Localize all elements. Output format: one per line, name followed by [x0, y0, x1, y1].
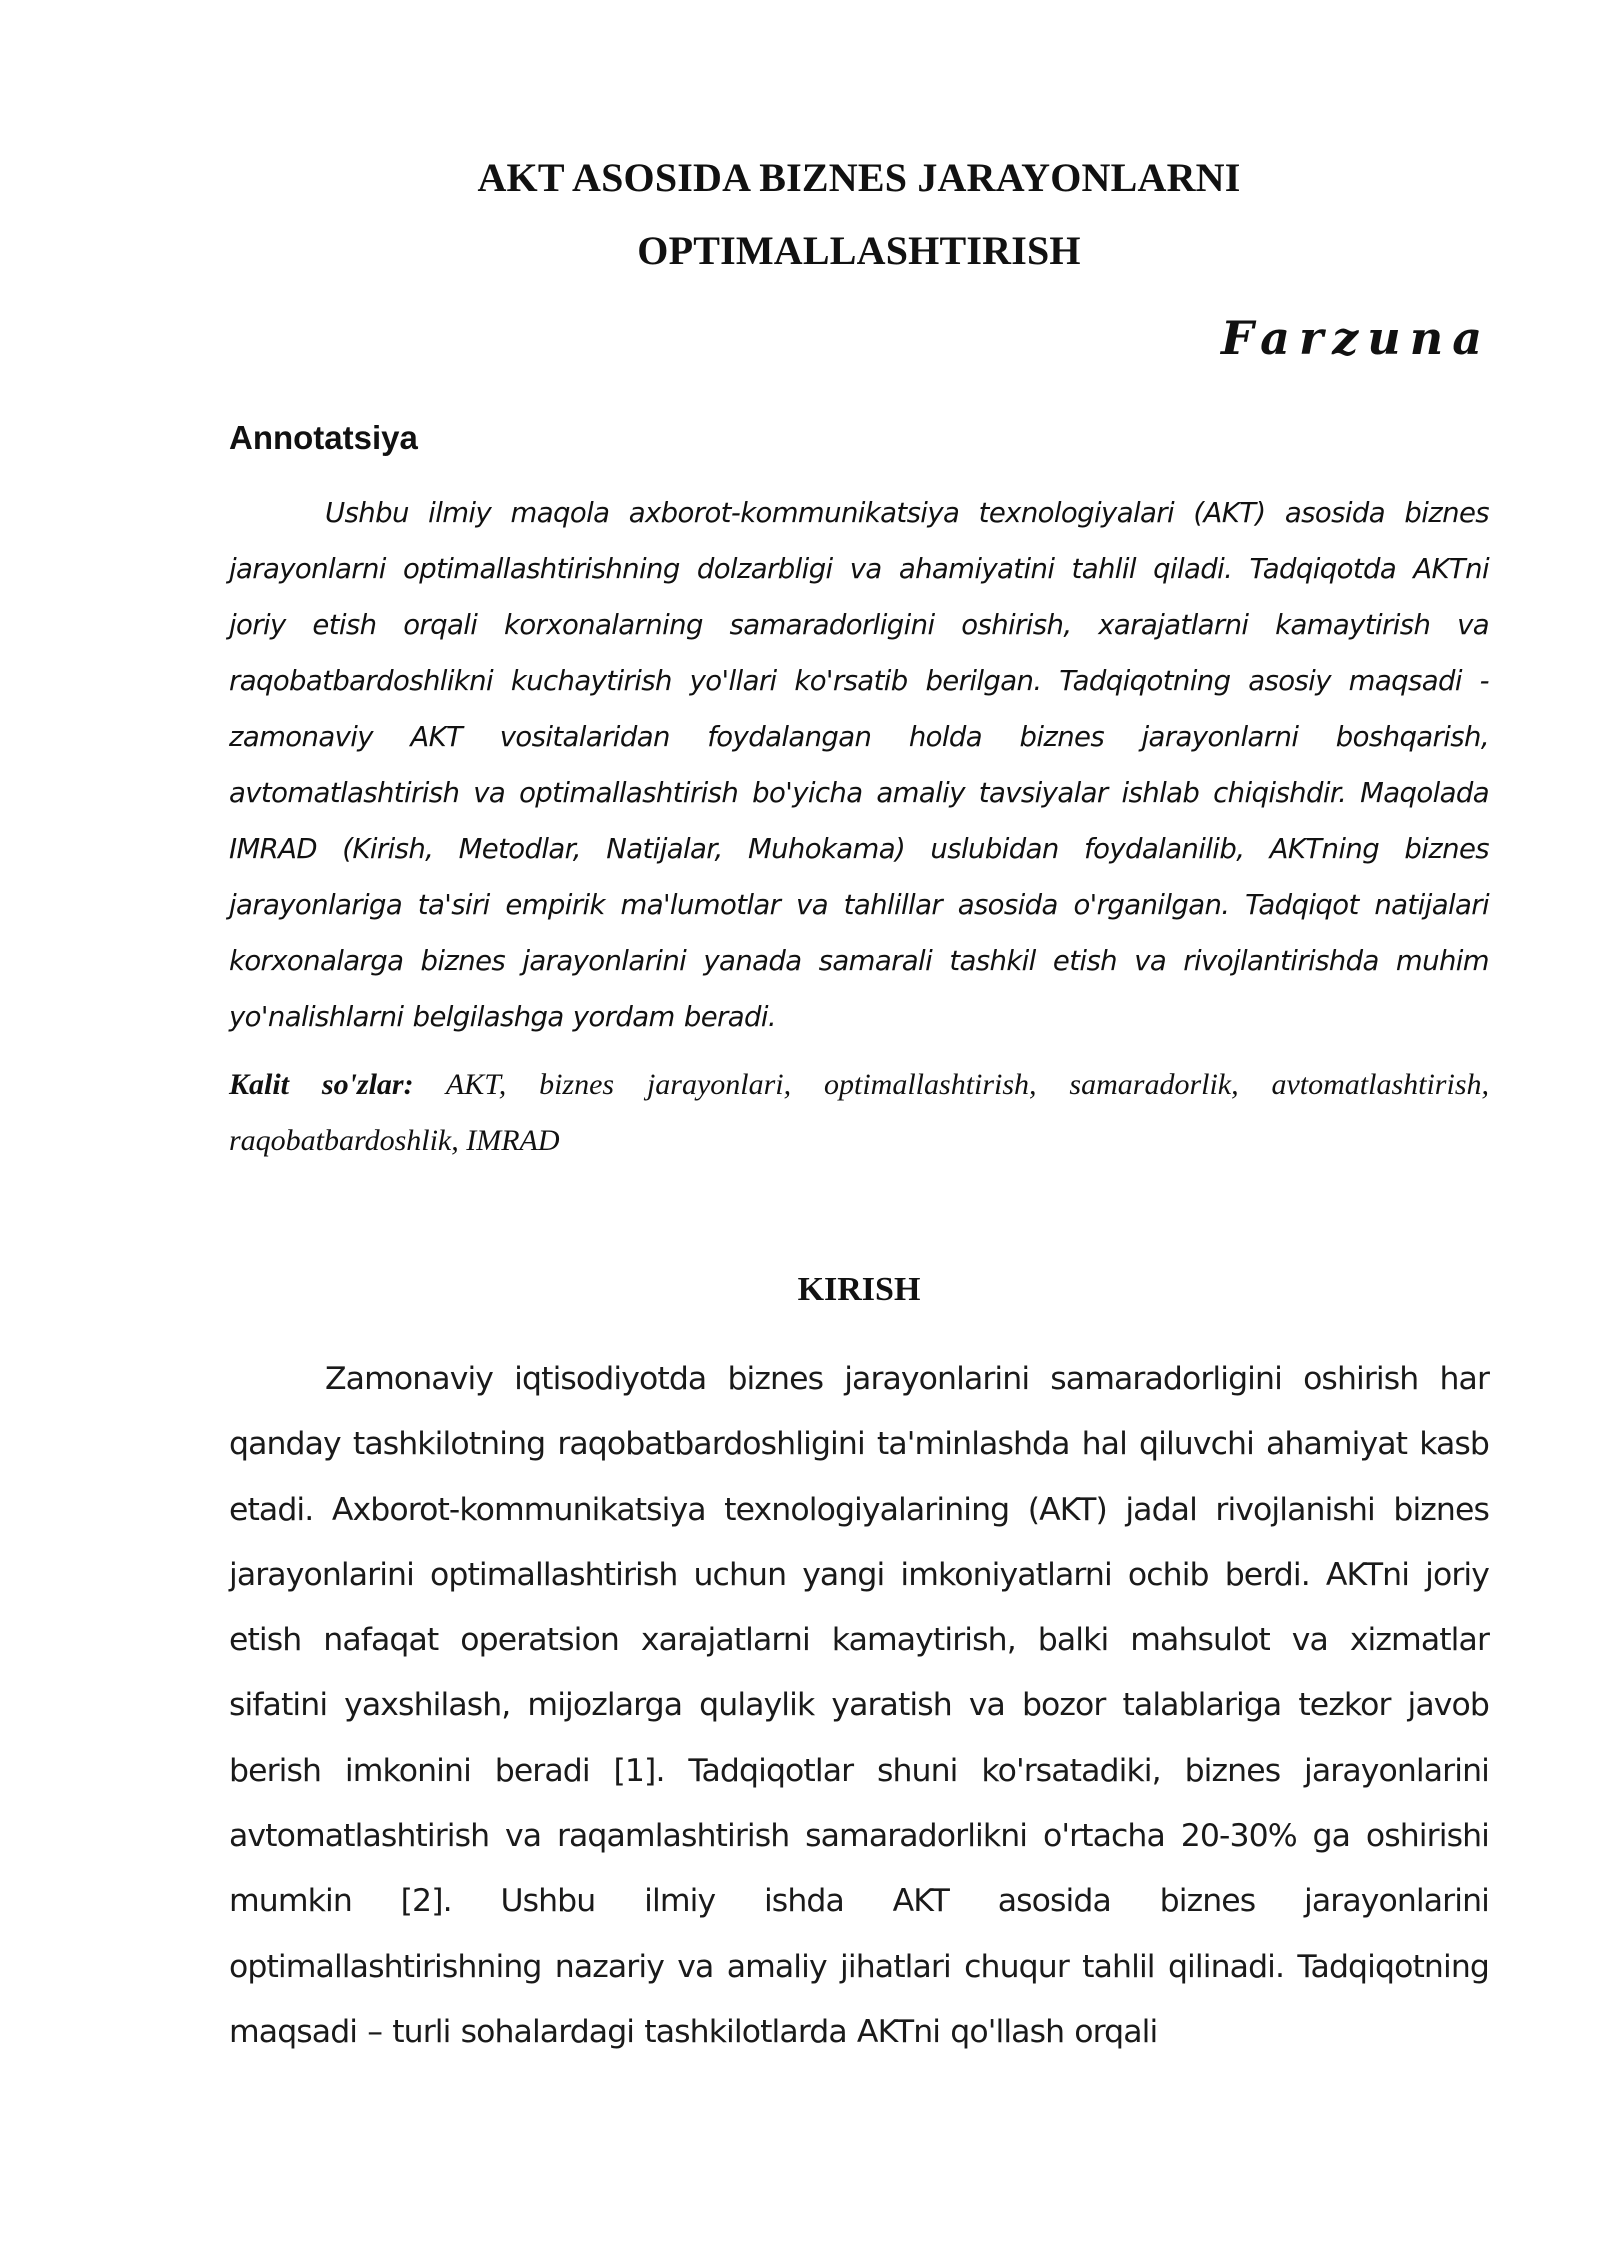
- keywords-label: Kalit so'zlar:: [229, 1068, 414, 1101]
- author-name: Farzuna: [1221, 311, 1491, 365]
- introduction-heading: KIRISH: [797, 1271, 921, 1308]
- keywords: [229, 1057, 1489, 1169]
- title-line-1: AKT ASOSIDA BIZNES JARAYONLARNI: [477, 155, 1241, 200]
- introduction-text: Zamonaviy iqtisodiyotda biznes jarayonlarini samaradorligini oshirish har qanday tashkilotning raqobatbardoshligini ta'minlashda hal qiluvchi ahamiyat kasb etadi. Axborot-kommunikatsiya texnologiyalarining (AKT) jadal rivojlanishi biznes jarayonlarini optimallashtirish uchun yangi imkoniyatlarni ochib berdi. AKTni joriy etish nafaqat operatsion xarajatlarni kamaytirish, balki mahsulot va xizmatlar sifatini yaxshilash, mijozlarga qulaylik yaratish va bozor talablariga tezkor javob berish imkonini beradi [1]. Tadqiqotlar shuni ko'rsatadiki, biznes jarayonlarini avtomatlashtirish va raqamlashtirish samaradorlikni o'rtacha 20-30% ga oshirishi mumkin [2]. Ushbu ilmiy ishda AKT asosida biznes jarayonlarini optimallashtirishning nazariy va amaliy jihatlari chuqur tahlil qilinadi. Tadqiqotning maqsadi – turli sohalardagi tashkilotlarda AKTni qo'llash orqali: [229, 1361, 1489, 2050]
- keywords-text: AKT, biznes jarayonlari, optimallashtirish, samaradorlik, avtomatlashtirish, raqobatbardoshlik, IMRAD: [229, 1068, 1489, 1157]
- title-line-2: OPTIMALLASHTIRISH: [637, 228, 1081, 273]
- abstract-text: Ushbu ilmiy maqola axborot-kommunikatsiya texnologiyalari (AKT) asosida biznes jarayonlarni optimallashtirishning dolzarbligi va ahamiyatini tahlil qiladi. Tadqiqotda AKTni joriy etish orqali korxonalarning samaradorligini oshirish, xarajatlarni kamaytirish va raqobatbardoshlikni kuchaytirish yo'llari ko'rsatib berilgan. Tadqiqotning asosiy maqsadi - zamonaviy AKT vositalaridan foydalangan holda biznes jarayonlarni boshqarish, avtomatlashtirish va optimallashtirish bo'yicha amaliy tavsiyalar ishlab chiqishdir. Maqolada IMRAD (Kirish, Metodlar, Natijalar, Muhokama) uslubidan foydalanilib, AKTning biznes jarayonlariga ta'siri empirik ma'lumotlar va tahlillar asosida o'rganilgan. Tadqiqot natijalari korxonalarga biznes jarayonlarini yanada samarali tashkil etish va rivojlantirishda muhim yo'nalishlarni belgilashga yordam beradi.: [229, 497, 1489, 1033]
- abstract-heading: Annotatsiya: [229, 419, 418, 456]
